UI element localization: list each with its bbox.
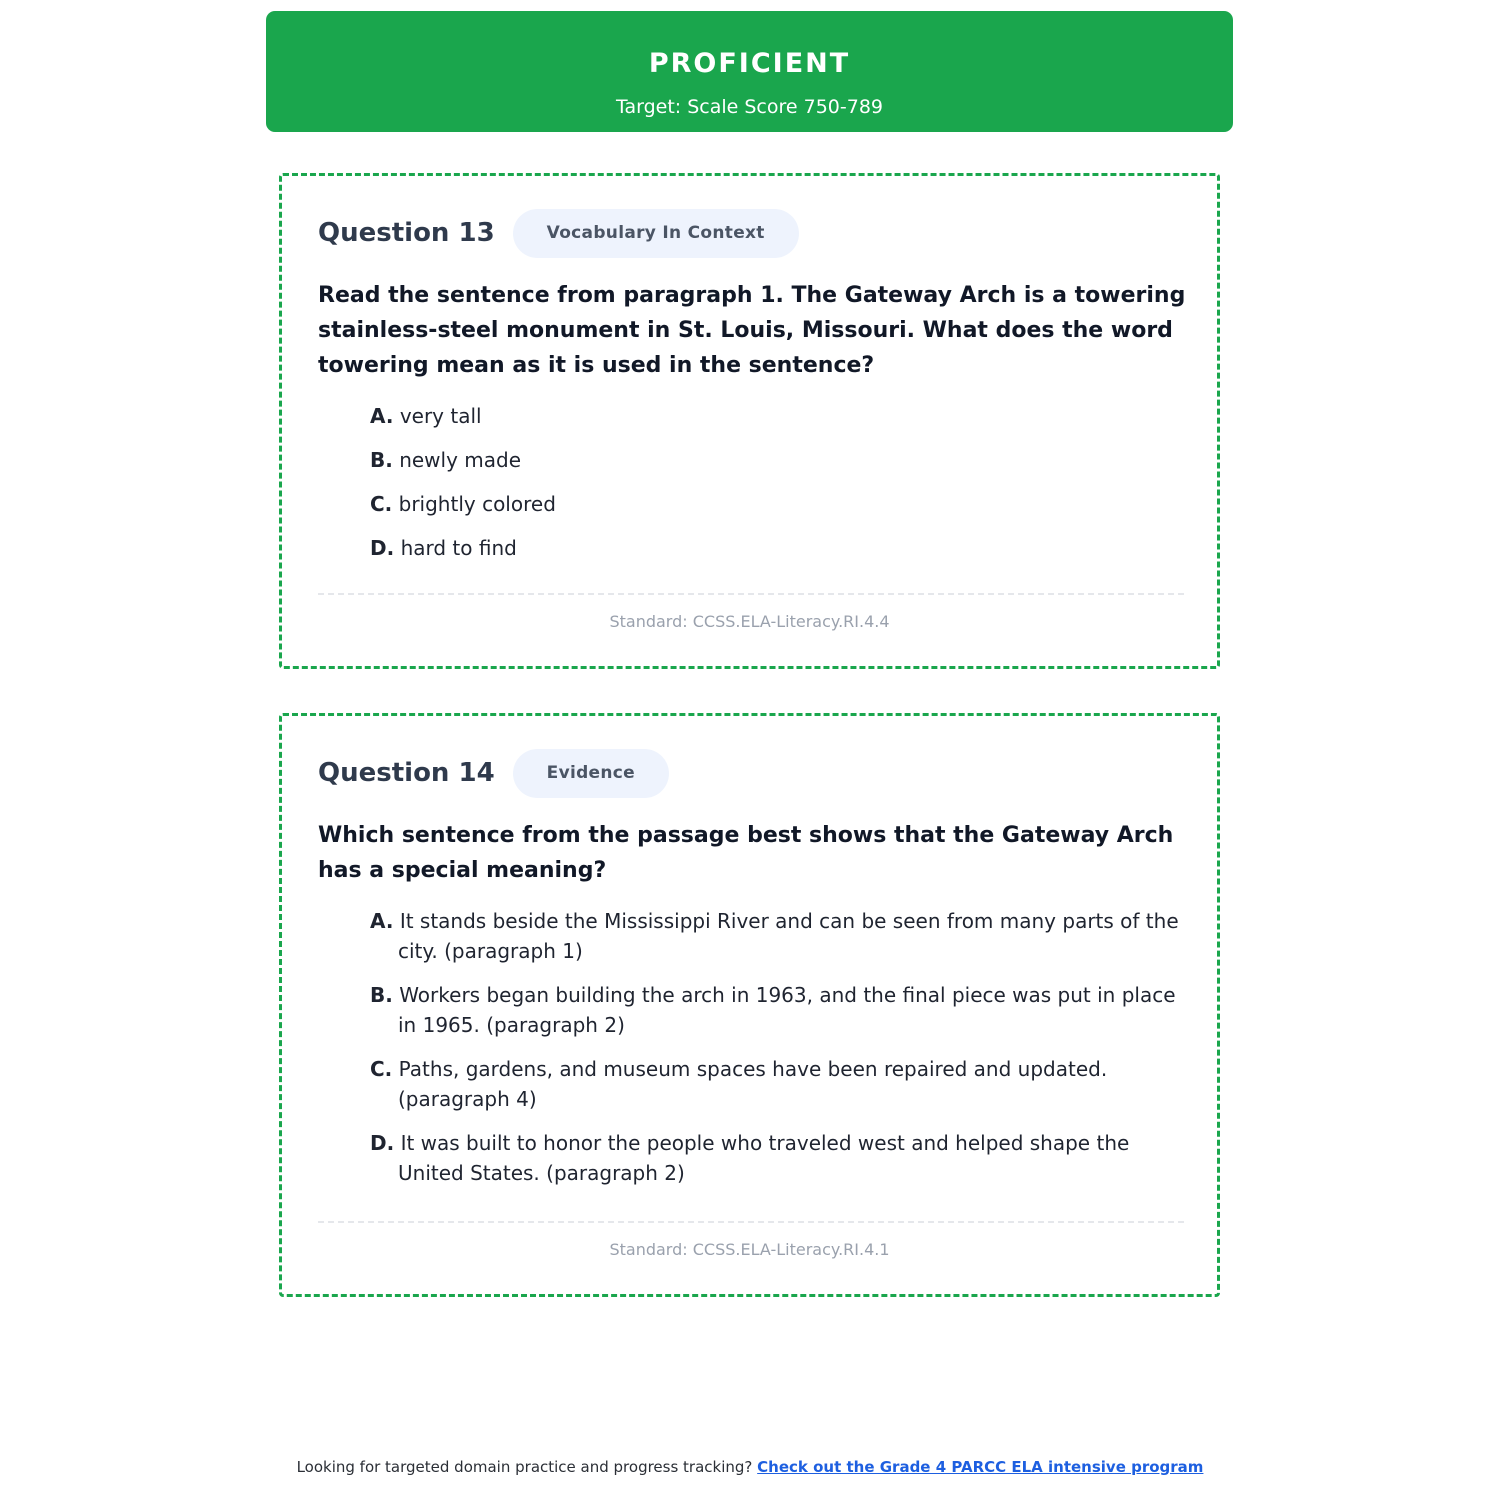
option-letter: B.	[370, 983, 393, 1007]
question-prompt: Read the sentence from paragraph 1. The Gateway Arch is a towering stainless-steel monument in St. Louis, Missouri. What does the word towering mean as it is used in the sentence?	[318, 283, 1186, 378]
option-letter: D.	[370, 1131, 395, 1155]
question-header	[318, 748, 669, 798]
answer-option-d[interactable]	[360, 1128, 1190, 1188]
standard-label: Standard: CCSS.ELA-Literacy.RI.4.4	[609, 612, 890, 631]
option-text: Workers began building the arch in 1963, and the final piece was put in place in 1965. (paragraph 2)	[398, 983, 1176, 1037]
answer-option-b[interactable]	[360, 980, 1190, 1040]
intensive-program-link[interactable]: Check out the Grade 4 PARCC ELA intensive program	[757, 1458, 1204, 1476]
footer-promo	[0, 1457, 1500, 1477]
option-text: hard to find	[400, 536, 517, 560]
footer-text: Looking for targeted domain practice and progress tracking?	[296, 1458, 753, 1476]
question-prompt: Which sentence from the passage best shows that the Gateway Arch has a special meaning?	[318, 823, 1174, 883]
question-header	[318, 208, 799, 258]
option-text: brightly colored	[398, 492, 556, 516]
divider	[318, 593, 1184, 595]
answer-option-b[interactable]	[360, 445, 1190, 475]
performance-level-banner	[266, 11, 1233, 132]
option-letter: A.	[370, 909, 394, 933]
answer-option-a[interactable]	[360, 906, 1190, 966]
option-text: newly made	[399, 448, 522, 472]
option-text: It stands beside the Mississippi River and can be seen from many parts of the city. (paragraph 1)	[398, 909, 1179, 963]
option-letter: C.	[370, 1057, 393, 1081]
answer-option-d[interactable]	[360, 533, 1190, 563]
option-letter: A.	[370, 404, 394, 428]
question-number: Question 14	[318, 758, 495, 788]
option-letter: C.	[370, 492, 393, 516]
option-letter: B.	[370, 448, 393, 472]
answer-options	[360, 401, 1190, 577]
answer-option-c[interactable]	[360, 489, 1190, 519]
answer-option-c[interactable]	[360, 1054, 1190, 1114]
skill-tag: Vocabulary In Context	[513, 209, 799, 258]
option-text: It was built to honor the people who traveled west and helped shape the United States. (paragraph 2)	[398, 1131, 1130, 1185]
divider	[318, 1221, 1184, 1223]
answer-option-a[interactable]	[360, 401, 1190, 431]
skill-tag: Evidence	[513, 749, 669, 798]
option-text: very tall	[399, 404, 482, 428]
answer-options	[360, 906, 1190, 1202]
question-card-14	[279, 713, 1220, 1297]
standard-label: Standard: CCSS.ELA-Literacy.RI.4.1	[609, 1240, 890, 1259]
question-card-13	[279, 173, 1220, 669]
option-letter: D.	[370, 536, 395, 560]
target-score-range: Target: Scale Score 750-789	[615, 96, 884, 118]
question-number: Question 13	[318, 218, 495, 248]
option-text: Paths, gardens, and museum spaces have been repaired and updated. (paragraph 4)	[398, 1057, 1108, 1111]
performance-level-title: PROFICIENT	[648, 48, 851, 79]
